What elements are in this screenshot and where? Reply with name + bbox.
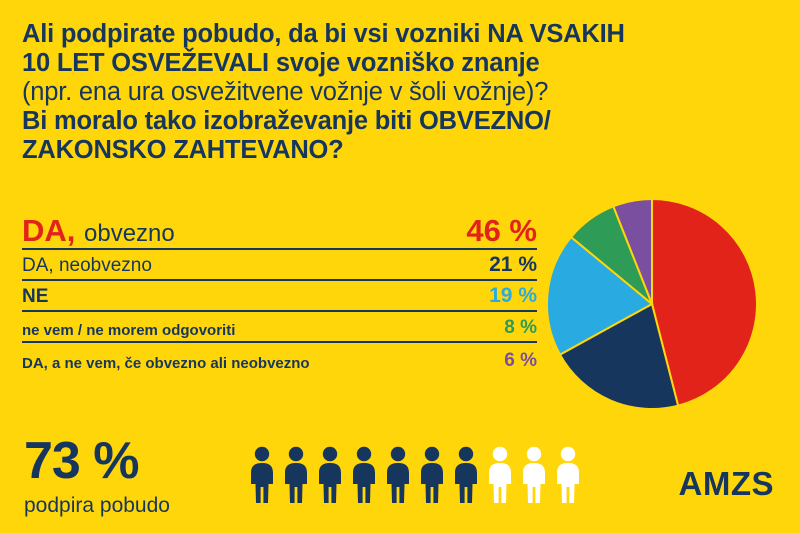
people-pictogram xyxy=(248,442,568,504)
legend-label-da-neobvezno: DA, neobvezno xyxy=(22,255,152,276)
headline-line-4: Bi moralo tako izobraževanje biti OBVEZNO/ xyxy=(22,107,551,135)
legend-row-ne xyxy=(22,281,537,312)
legend-value-ne: 19 % xyxy=(489,284,537,307)
legend-label-da-obvezno xyxy=(22,215,175,246)
legend-label-da-ne-vem: DA, a ne vem, če obvezno ali neobvezno xyxy=(22,355,310,372)
brand-logo: AMZS xyxy=(678,465,774,502)
legend-label-da-obvezno-sub: obvezno xyxy=(84,220,175,247)
person-icon xyxy=(384,446,412,504)
headline-line-3: (npr. ena ura osvežitvene vožnje v šoli vožnje)? xyxy=(22,78,549,106)
person-icon xyxy=(486,446,514,504)
summary-percent: 73 % xyxy=(24,432,139,490)
legend-label-da-obvezno-main: DA, xyxy=(22,213,76,248)
person-icon xyxy=(554,446,582,504)
legend-row-da-ne-vem xyxy=(22,343,537,374)
person-icon xyxy=(350,446,378,504)
legend-label-ne-vem: ne vem / ne morem odgovoriti xyxy=(22,322,236,339)
legend-value-da-neobvezno: 21 % xyxy=(489,253,537,276)
legend-row-da-obvezno xyxy=(22,206,537,250)
legend-value-ne-vem: 8 % xyxy=(504,317,537,338)
person-icon xyxy=(282,446,310,504)
page-title xyxy=(22,20,762,165)
person-icon xyxy=(316,446,344,504)
pie-chart xyxy=(546,198,758,410)
person-icon xyxy=(520,446,548,504)
legend-value-da-obvezno: 46 % xyxy=(466,213,537,248)
person-icon xyxy=(248,446,276,504)
legend-row-ne-vem xyxy=(22,312,537,343)
legend-value-da-ne-vem: 6 % xyxy=(504,350,537,371)
legend-label-ne: NE xyxy=(22,286,49,307)
legend-row-da-neobvezno xyxy=(22,250,537,281)
summary-caption: podpira pobudo xyxy=(24,494,170,517)
headline-line-1: Ali podpirate pobudo, da bi vsi vozniki NA VSAKIH xyxy=(22,20,625,48)
person-icon xyxy=(418,446,446,504)
headline-line-5: ZAKONSKO ZAHTEVANO? xyxy=(22,136,344,164)
pie-chart-svg xyxy=(546,198,758,410)
headline-line-2: 10 LET OSVEŽEVALI svoje vozniško znanje xyxy=(22,49,540,77)
results-legend xyxy=(22,206,537,374)
summary-block xyxy=(24,432,170,517)
person-icon xyxy=(452,446,480,504)
